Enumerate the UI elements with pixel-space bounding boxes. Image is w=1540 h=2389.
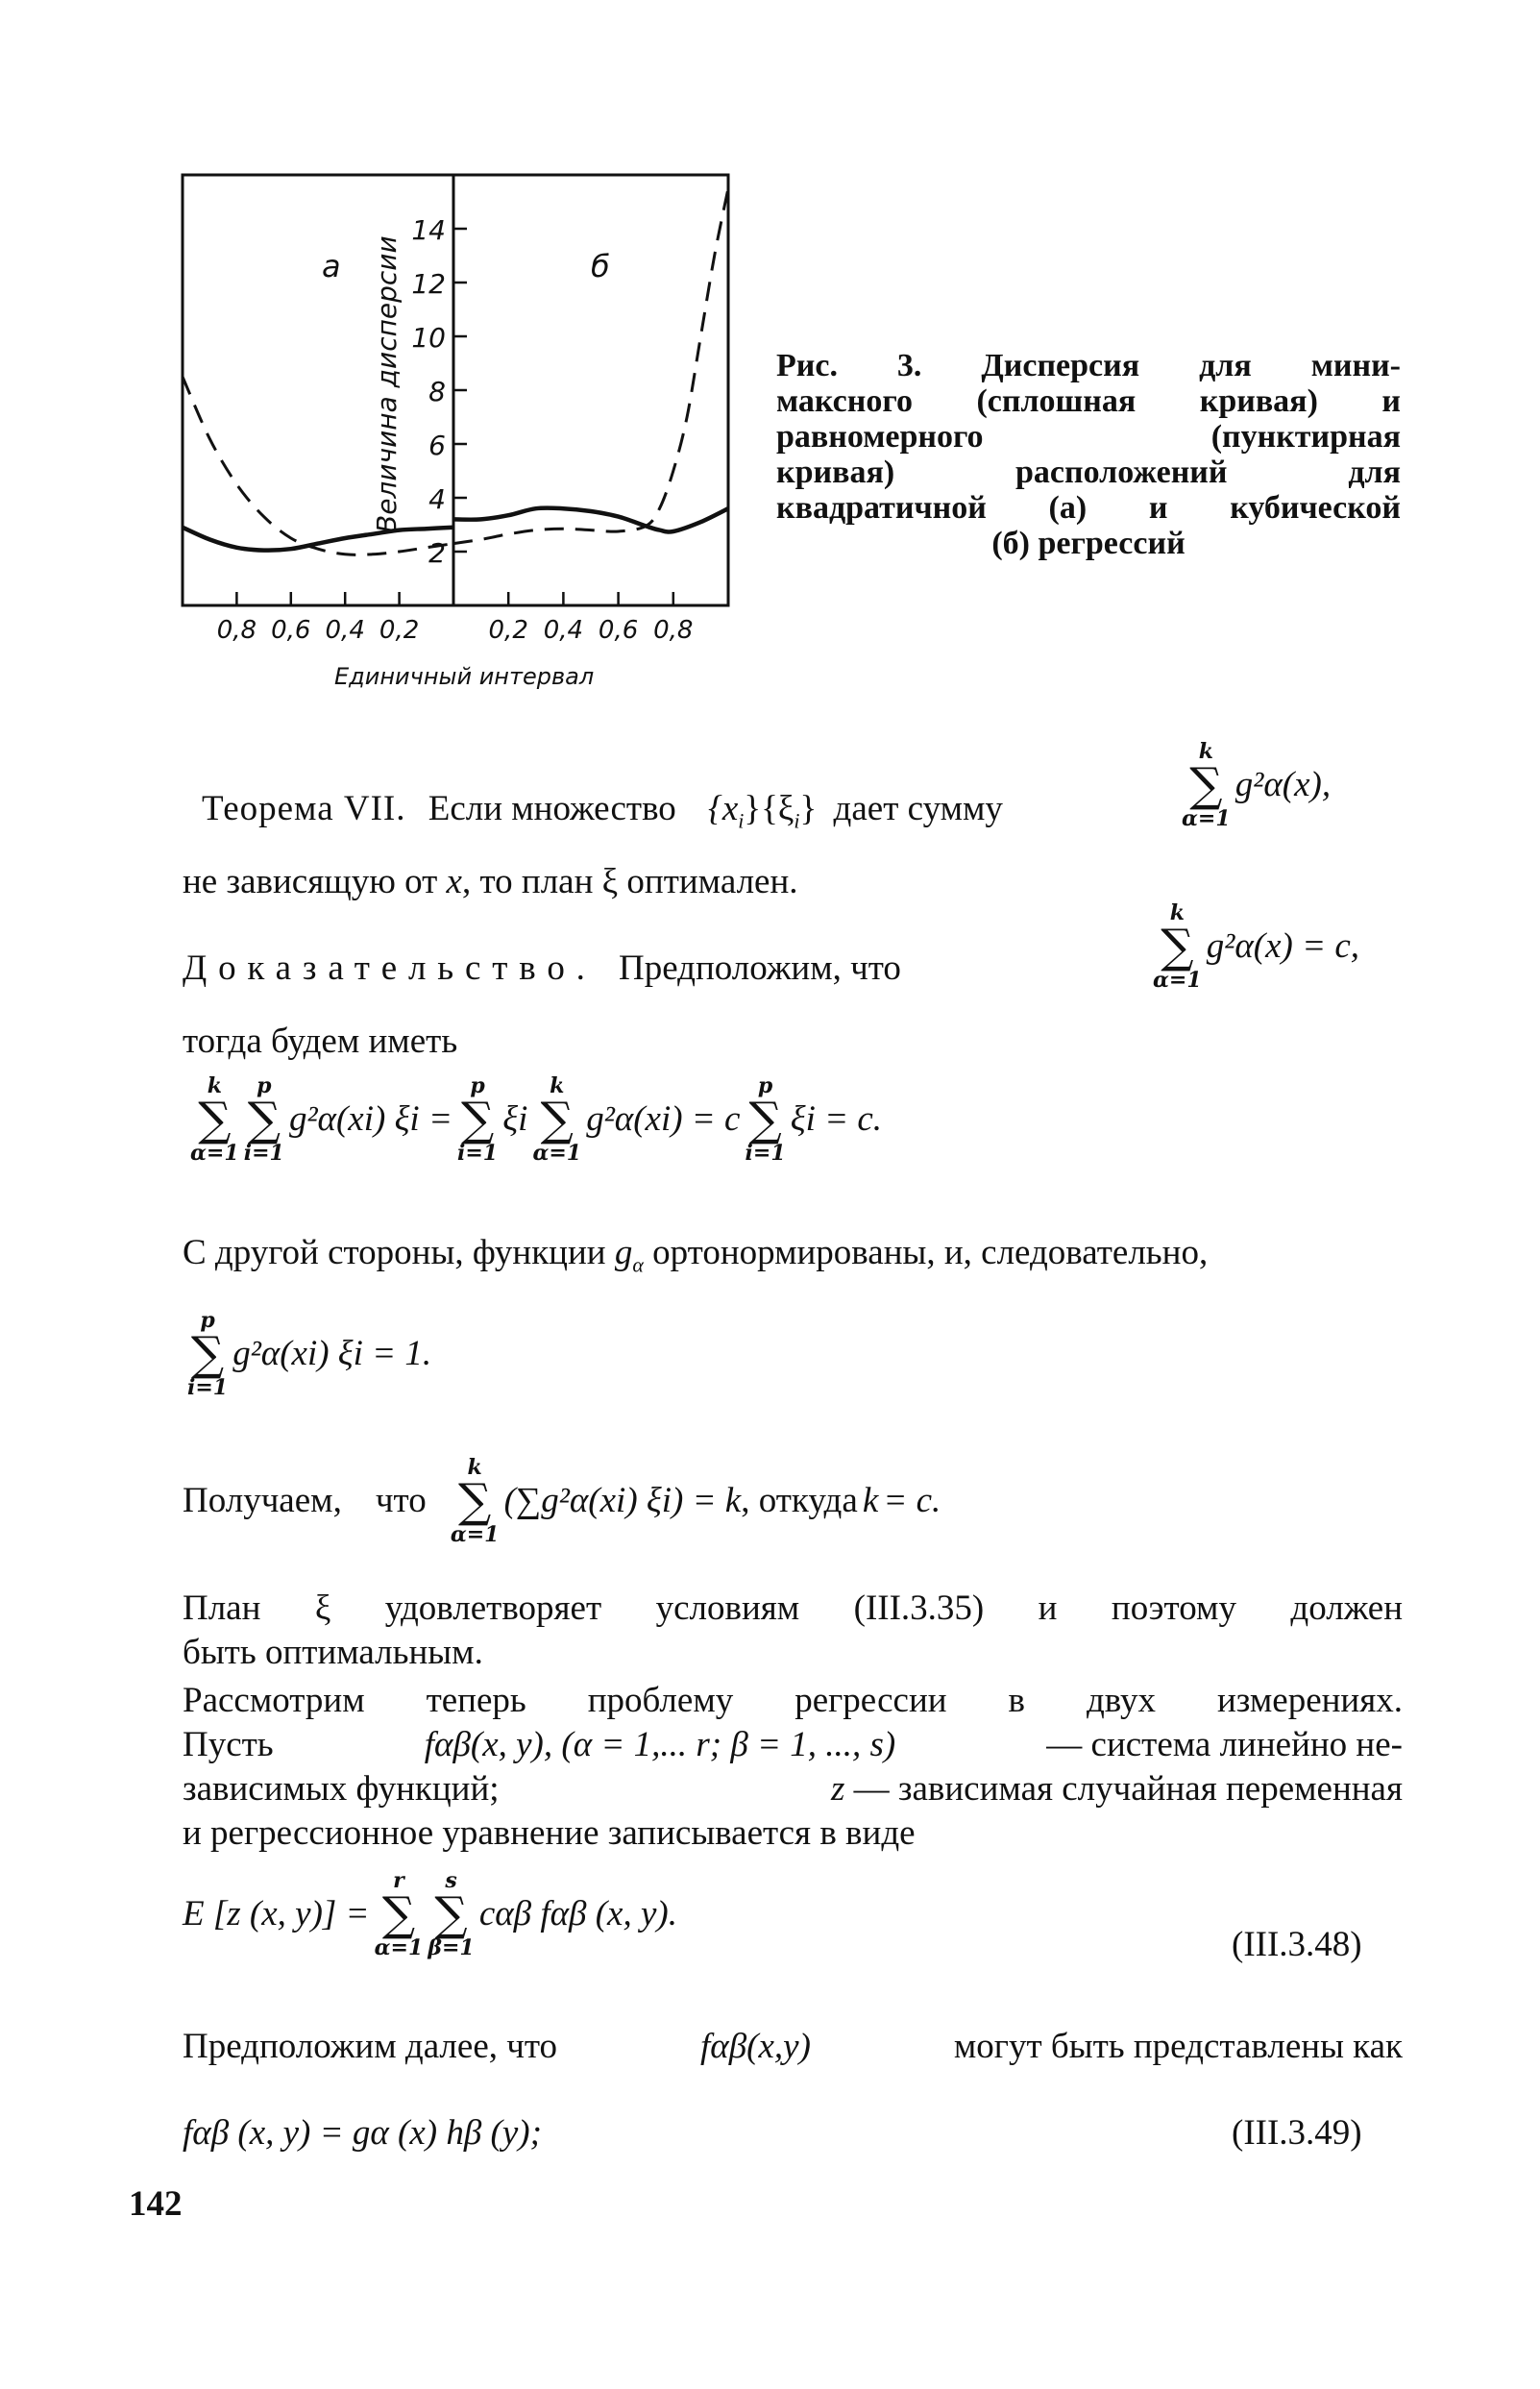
x-tick-label: 0,4 — [325, 616, 365, 645]
equation-III-3-48 — [183, 1869, 677, 1959]
sum-formula-1 — [1182, 740, 1331, 830]
theorem-body: Если множество — [428, 789, 676, 828]
consider-text-1: Рассмотрим теперь проблему регрессии в двух измерениях. — [183, 1681, 1403, 1720]
caption-line: (б) регрессий — [991, 526, 1186, 561]
x-tick-label: 0,6 — [271, 616, 311, 645]
set-x-index: i — [738, 808, 745, 833]
eq48-rhs: cαβ fαβ (x, y). — [478, 1894, 677, 1933]
y-tick-label: 6 — [428, 430, 446, 461]
sum-formula-2 — [1153, 901, 1359, 992]
caption-line: Рис. 3. Дисперсия для мини- — [776, 348, 1401, 383]
caption-line: кривая) расположений для — [776, 455, 1401, 490]
set-xi-index: i — [794, 808, 800, 833]
then-line — [183, 1021, 457, 1063]
x-tick-label: 0,8 — [653, 616, 694, 645]
sum-symbol: k ∑ α=1 — [532, 1073, 582, 1166]
other-side-text: С другой стороны, функции — [183, 1233, 606, 1272]
consider-line-3 — [183, 1768, 1403, 1810]
obtain-rest: , откуда — [741, 1481, 858, 1520]
panel-label-b: б — [591, 248, 610, 284]
consider-line-1 — [183, 1680, 1403, 1722]
chart-frame — [183, 175, 728, 645]
caption-line: равномерного (пунктирная — [776, 419, 1401, 455]
consider-system: — система линейно не- — [1046, 1725, 1403, 1764]
x-tick-label: 0,2 — [488, 616, 528, 645]
y-tick-label: 8 — [428, 376, 446, 407]
then-text: тогда будем иметь — [183, 1022, 458, 1061]
x-tick-label: 0,2 — [379, 616, 420, 645]
figure-caption — [776, 348, 1401, 561]
sum-symbol: k ∑ α=1 — [1182, 739, 1231, 831]
minimax-solid-curve-a — [183, 528, 453, 551]
panel-label-a: а — [322, 248, 341, 284]
consider-line-4 — [183, 1812, 916, 1855]
y-tick-label: 10 — [411, 322, 446, 354]
set-close: } — [799, 789, 818, 828]
equation-number-48: (III.3.48) — [1232, 1925, 1362, 1964]
equation-number-49: (III.3.49) — [1232, 2113, 1362, 2153]
line2-text: не зависящую от — [183, 862, 438, 901]
caption-line: максного (сплошная кривая) и — [776, 383, 1401, 419]
other-side-text-2: ортонормированы, и, следовательно, — [652, 1233, 1209, 1272]
f-alpha-beta-def: fαβ(x, y), (α = 1,... r; β = 1, ..., s) — [424, 1725, 896, 1764]
plan-text-2: быть оптимальным. — [183, 1633, 483, 1672]
assume-text: Предположим далее, что — [183, 2027, 558, 2066]
eq2-part2: ξi — [502, 1099, 528, 1139]
line2-rest: , то план ξ оптимален. — [461, 862, 798, 901]
sum-symbol: p ∑ i=1 — [457, 1073, 499, 1166]
sum-symbol: p ∑ i=1 — [243, 1073, 284, 1166]
plan-line-1 — [183, 1588, 1403, 1630]
g-symbol: g — [614, 1233, 633, 1272]
equation-III-3-49: fαβ (x, y) = gα (x) hβ (y); — [183, 2113, 542, 2153]
other-side-line — [183, 1232, 1208, 1286]
eq2-part1: g²α(xi) ξi = — [288, 1099, 452, 1139]
eq48-lhs: E [z (x, y)] = — [183, 1894, 370, 1933]
y-tick-label: 2 — [428, 537, 446, 569]
x-tick-label: 0,6 — [598, 616, 639, 645]
minimax-solid-curve-b — [453, 508, 728, 532]
x-axis-title: Единичный интервал — [334, 663, 595, 690]
theorem-line-2 — [183, 861, 798, 903]
obtain-that: что — [375, 1481, 427, 1520]
eq2-part3: g²α(xi) = c — [586, 1099, 741, 1139]
y-tick-label: 14 — [411, 214, 446, 246]
sum-symbol: s ∑ β=1 — [428, 1868, 475, 1960]
sum-symbol: k ∑ α=1 — [450, 1455, 500, 1547]
caption-line: квадратичной (а) и кубической — [776, 490, 1401, 526]
f-alpha-beta-inline: fαβ(x,y) — [700, 2027, 811, 2066]
line2-x: x — [446, 862, 462, 901]
sum-symbol: r ∑ α=1 — [374, 1868, 424, 1960]
consider-functions: зависимых функций; — [183, 1769, 500, 1809]
obtain-eq: = c. — [883, 1481, 941, 1520]
x-tick-label: 0,8 — [216, 616, 257, 645]
sum-symbol: p ∑ i=1 — [745, 1073, 786, 1166]
y-axis-title: Величина дисперсии — [371, 235, 403, 533]
proof-line — [183, 948, 901, 990]
x-tick-label: 0,4 — [543, 616, 584, 645]
theorem-gives: дает сумму — [833, 789, 1003, 828]
set-xi: }{ξ — [744, 789, 794, 828]
page-number: 142 — [129, 2184, 183, 2224]
consider-line-2 — [183, 1724, 1403, 1766]
plan-line-2 — [183, 1632, 483, 1674]
g-squared-eq-c: g²α(x) = c, — [1206, 926, 1359, 966]
equation-normalization — [187, 1309, 431, 1399]
consider-dependent: — зависимая случайная переменная — [853, 1769, 1403, 1809]
dispersion-figure — [0, 0, 769, 711]
theorem-label: Теорема VII. — [202, 789, 406, 828]
assume-line — [183, 2026, 1403, 2068]
proof-label: Доказательство. — [183, 948, 597, 988]
uniform-dashed-curve-b — [453, 188, 728, 544]
g-squared-x: g²α(x), — [1234, 765, 1332, 804]
theorem-line — [202, 788, 1003, 842]
z-variable: z — [830, 1769, 845, 1809]
chart-marks — [183, 188, 728, 554]
obtain-text: Получаем, — [183, 1481, 342, 1520]
proof-body: Предположим, что — [619, 948, 901, 988]
plan-text: План ξ удовлетворяет условиям (III.3.35) и поэтому должен — [183, 1589, 1403, 1628]
equation-double-sum — [190, 1074, 882, 1165]
consider-pust: Пусть — [183, 1725, 274, 1764]
consider-text-4: и регрессионное уравнение записывается в виде — [183, 1813, 916, 1853]
sum-symbol: k ∑ α=1 — [190, 1073, 239, 1166]
y-tick-label: 4 — [428, 483, 446, 515]
sum-symbol: p ∑ i=1 — [187, 1308, 229, 1400]
y-tick-label: 12 — [411, 268, 446, 300]
assume-text-2: могут быть представлены как — [953, 2027, 1403, 2066]
eq4: (∑g²α(xi) ξi) = k — [503, 1481, 742, 1520]
eq3: g²α(xi) ξi = 1. — [232, 1334, 432, 1373]
alpha-index: α — [632, 1252, 644, 1277]
obtain-line — [183, 1456, 941, 1546]
set-x: {x — [708, 789, 739, 828]
obtain-k: k — [862, 1481, 879, 1520]
sum-symbol: k ∑ α=1 — [1153, 900, 1202, 993]
eq2-part4: ξi = c. — [790, 1099, 883, 1139]
